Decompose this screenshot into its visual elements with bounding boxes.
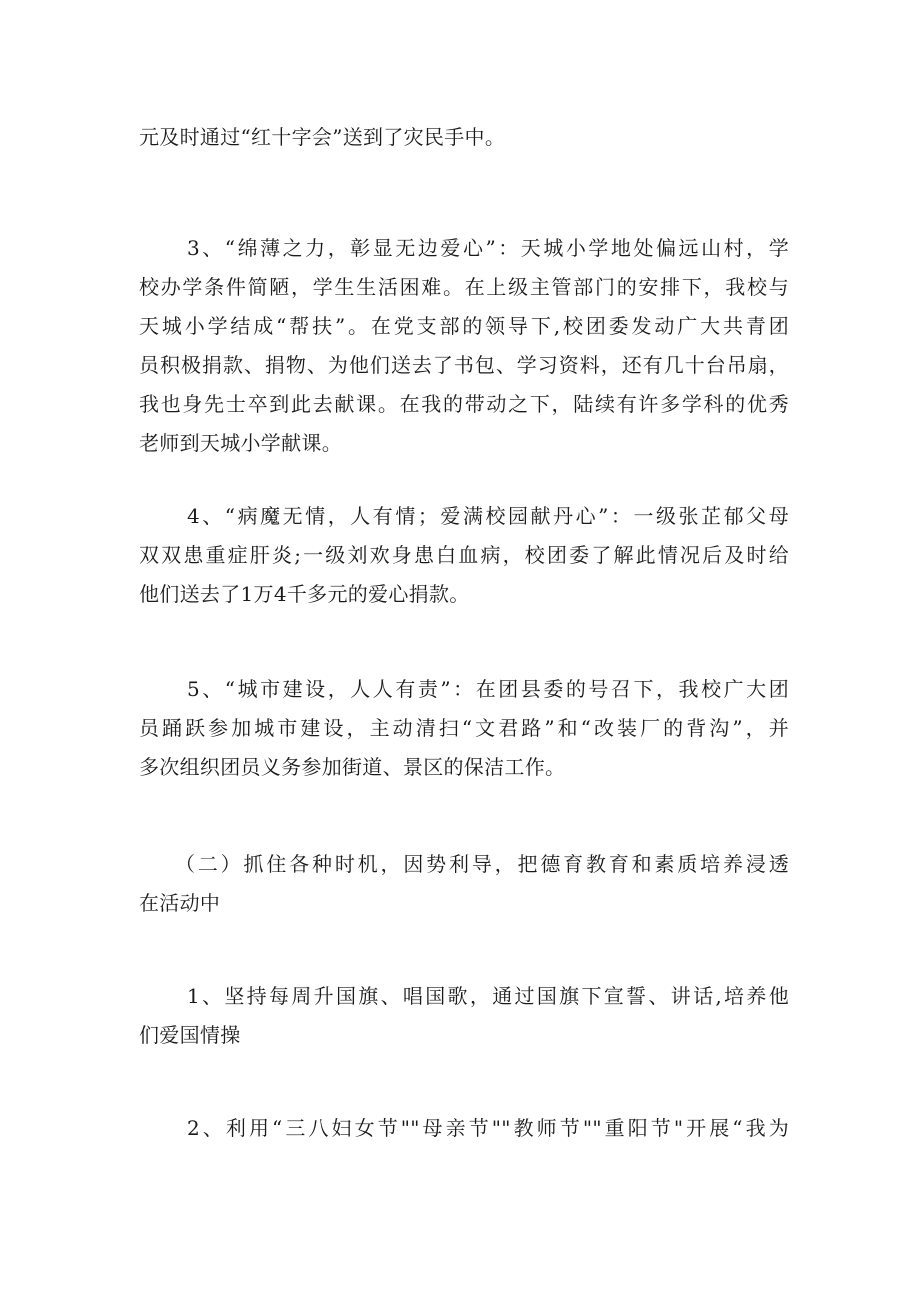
text-line: （二）抓住各种时机，因势利导，把德育教育和素质培养浸透 bbox=[175, 852, 789, 876]
paragraph-3 bbox=[139, 670, 789, 787]
text-line: 双双患重症肝炎;一级刘欢身患白血病，校团委了解此情况后及时给 bbox=[139, 543, 789, 567]
text-line: 他们送去了1万4千多元的爱心捐款。 bbox=[139, 582, 470, 606]
text-line: 校办学条件简陋，学生生活困难。在上级主管部门的安排下，我校与 bbox=[139, 275, 789, 299]
text-line: 3、“绵薄之力，彰显无边爱心”：天城小学地处偏远山村，学 bbox=[187, 236, 789, 260]
text-line: 员踊跃参加城市建设，主动清扫“文君路”和“改装厂的背沟”，并 bbox=[139, 716, 789, 740]
paragraph-1 bbox=[139, 229, 789, 463]
text-line: 天城小学结成“帮扶”。在党支部的领导下,校团委发动广大共青团 bbox=[139, 314, 789, 338]
paragraph-6 bbox=[139, 1109, 789, 1148]
text-line: 5、“城市建设，人人有责”：在团县委的号召下，我校广大团 bbox=[187, 677, 789, 701]
text-line: 4、“病魔无情，人有情；爱满校园献丹心”：一级张芷郁父母 bbox=[187, 504, 789, 528]
text-line: 多次组织团员义务参加街道、景区的保洁工作。 bbox=[139, 755, 566, 779]
text-line: 元及时通过“红十字会”送到了灾民手中。 bbox=[139, 125, 506, 149]
text-line: 员积极捐款、捐物、为他们送去了书包、学习资料，还有几十台吊扇， bbox=[139, 353, 789, 377]
text-line: 我也身先士卒到此去献课。在我的带动之下，陆续有许多学科的优秀 bbox=[139, 392, 789, 416]
text-line: 们爱国情操 bbox=[139, 1023, 241, 1047]
paragraph-4 bbox=[139, 845, 789, 923]
text-line: 2、利用“三八妇女节""母亲节""教师节""重阳节"开展“我为 bbox=[187, 1116, 789, 1140]
paragraph-0 bbox=[139, 118, 789, 157]
paragraph-5 bbox=[139, 977, 789, 1055]
text-line: 1、坚持每周升国旗、唱国歌，通过国旗下宣誓、讲话,培养他 bbox=[187, 984, 789, 1008]
text-line: 老师到天城小学献课。 bbox=[139, 431, 342, 455]
paragraph-2 bbox=[139, 497, 789, 614]
text-line: 在活动中 bbox=[139, 891, 221, 915]
